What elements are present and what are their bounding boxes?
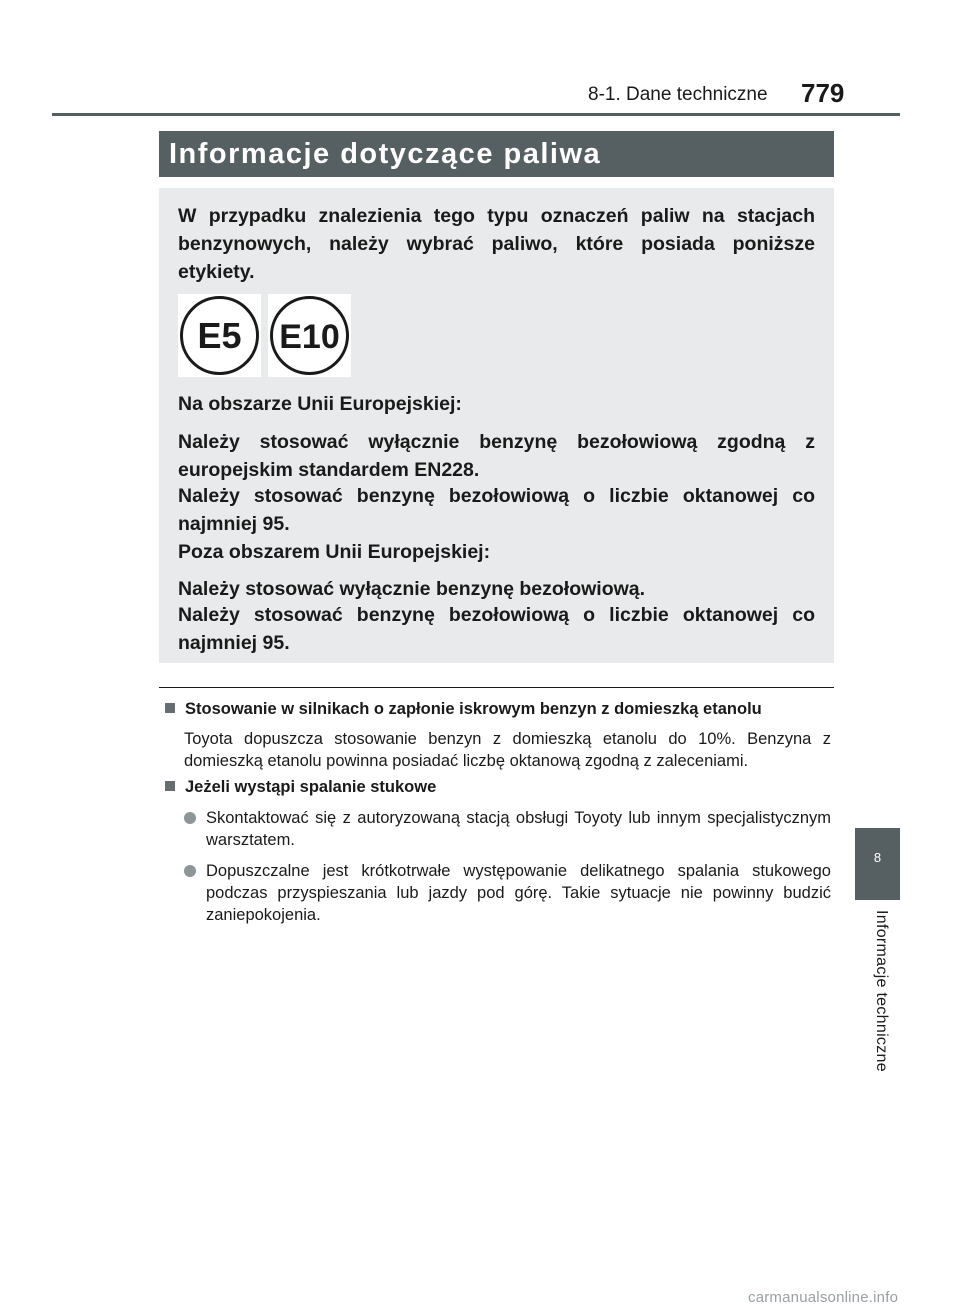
circle-bullet-icon — [184, 865, 196, 877]
fuel-label-e10-icon — [268, 294, 351, 377]
header-divider — [52, 113, 900, 116]
non-eu-requirement-1: Należy stosować wyłącznie benzynę bezołowiową. — [178, 578, 646, 600]
non-eu-heading: Poza obszarem Unii Europejskiej: — [178, 541, 491, 563]
chapter-tab — [855, 828, 900, 900]
fuel-intro-text: W przypadku znalezienia tego typu oznaczeń paliw na stacjach benzynowych, należy wybrać paliwo, które posiada poniższe etykiety. — [178, 205, 815, 283]
eu-requirement-1: Należy stosować wyłącznie benzynę bezołowiową zgodną z europejskim standardem EN228. — [178, 431, 815, 481]
square-bullet-icon — [165, 781, 175, 791]
ethanol-heading-text: Stosowanie w silnikach o zapłonie iskrowym benzyn z domieszką etanolu — [185, 700, 762, 718]
list-item-text: Dopuszczalne jest krótkotrwałe występowanie delikatnego spalania stukowego podczas przyspieszania lub jazdy pod górę. Takie sytuacje nie powinny budzić zaniepokojenia. — [206, 862, 831, 924]
section-title-bar — [159, 131, 834, 177]
watermark: carmanualsonline.info — [748, 1289, 899, 1306]
ethanol-heading — [165, 700, 762, 719]
eu-heading: Na obszarze Unii Europejskiej: — [178, 393, 462, 415]
page-number: 779 — [801, 78, 845, 108]
circle-bullet-icon — [184, 812, 196, 824]
section-title: Informacje dotyczące paliwa — [169, 138, 602, 170]
fuel-label-e5-icon — [178, 294, 261, 377]
fuel-info-box — [159, 188, 834, 663]
eu-requirement-2: Należy stosować benzynę bezołowiową o liczbie oktanowej co najmniej 95. — [178, 485, 815, 535]
list-item — [184, 807, 831, 851]
list-item-text: Skontaktować się z autoryzowaną stacją obsługi Toyoty lub innym specjalistycznym warsztatem. — [206, 809, 831, 849]
knocking-heading-text: Jeżeli wystąpi spalanie stukowe — [185, 778, 437, 796]
ethanol-text: Toyota dopuszcza stosowanie benzyn z domieszką etanolu do 10%. Benzyna z domieszką etanolu powinna posiadać liczbę oktanową zgodną z zaleceniami. — [184, 730, 831, 770]
section-divider — [159, 687, 834, 688]
list-item — [184, 860, 831, 926]
chapter-number: 8 — [873, 850, 882, 865]
header-section-title: 8-1. Dane techniczne — [588, 84, 768, 105]
fuel-label-e10-text: E10 — [279, 318, 340, 356]
non-eu-requirement-2: Należy stosować benzynę bezołowiową o liczbie oktanowej co najmniej 95. — [178, 604, 815, 654]
fuel-label-e5-text: E5 — [197, 315, 242, 356]
chapter-label: Informacje techniczne — [873, 910, 890, 1072]
knocking-heading — [165, 778, 436, 797]
square-bullet-icon — [165, 703, 175, 713]
